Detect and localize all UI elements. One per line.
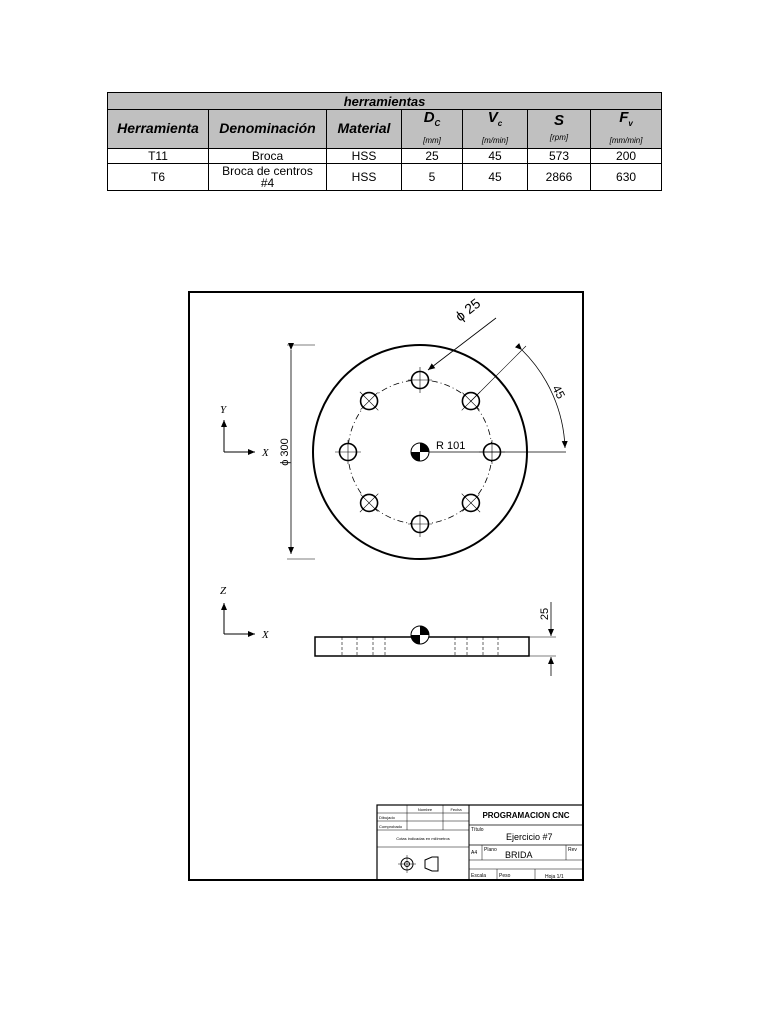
top-view bbox=[220, 295, 568, 559]
header-rpm: S [rpm] bbox=[528, 110, 591, 149]
angle-label: 45 bbox=[549, 382, 568, 402]
label-sheet: Plano bbox=[484, 847, 497, 853]
cell: 573 bbox=[528, 148, 591, 163]
note-units: Cotas indicadas en milímetros bbox=[396, 836, 450, 841]
course-title: PROGRAMACION CNC bbox=[482, 811, 570, 820]
radius-label: R 101 bbox=[436, 440, 466, 452]
bolt-hole bbox=[360, 392, 378, 410]
header-tool: Herramienta bbox=[108, 110, 209, 149]
axis-x-label: X bbox=[262, 629, 269, 641]
bolt-hole bbox=[360, 494, 378, 512]
label-drawn: Dibujado bbox=[379, 815, 395, 820]
label-weight: Peso bbox=[499, 873, 511, 879]
header-feed: $F_v$ [mm/min] bbox=[591, 110, 662, 149]
label-title: Título bbox=[471, 827, 484, 833]
cell: Broca de centros #4 bbox=[209, 163, 327, 190]
cell: HSS bbox=[327, 163, 402, 190]
axis-x-label: X bbox=[262, 447, 269, 459]
label-rev: Rev bbox=[568, 847, 577, 853]
label-page: Hoja 1/1 bbox=[545, 874, 564, 880]
projection-symbol-icon bbox=[398, 855, 438, 873]
cell: T11 bbox=[108, 148, 209, 163]
piece-name: BRIDA bbox=[505, 850, 533, 860]
label-checked: Comprobado bbox=[379, 824, 403, 829]
header-name: Denominación bbox=[209, 110, 327, 149]
hole-diameter-label: ϕ 25 bbox=[451, 294, 484, 325]
thickness-label: 25 bbox=[539, 607, 551, 621]
bolt-hole bbox=[408, 511, 432, 537]
cell: 5 bbox=[402, 163, 463, 190]
header-speed: $V_c$ [m/min] bbox=[463, 110, 528, 149]
bolt-hole bbox=[335, 440, 361, 464]
label-name: Nombre bbox=[417, 807, 433, 812]
cell: 630 bbox=[591, 163, 662, 190]
xz-axes-icon bbox=[224, 603, 255, 634]
outer-diameter-label: ϕ 300 bbox=[279, 438, 291, 466]
side-view bbox=[220, 585, 556, 676]
cell: HSS bbox=[327, 148, 402, 163]
header-diameter: $D_C$ [mm] bbox=[402, 110, 463, 149]
cell: Broca bbox=[209, 148, 327, 163]
cell: 45 bbox=[463, 163, 528, 190]
sheet-frame bbox=[189, 292, 583, 880]
header-material: Material bbox=[327, 110, 402, 149]
cell: T6 bbox=[108, 163, 209, 190]
bolt-hole bbox=[408, 367, 432, 393]
table-title: herramientas bbox=[108, 93, 662, 110]
axis-z-label: Z bbox=[220, 585, 227, 597]
cell: 2866 bbox=[528, 163, 591, 190]
sheet-size: A4 bbox=[471, 850, 478, 856]
bolt-hole bbox=[462, 494, 480, 512]
axis-y-label: Y bbox=[220, 404, 227, 416]
label-date: Fecha bbox=[450, 807, 462, 812]
cell: 45 bbox=[463, 148, 528, 163]
center-mark-icon bbox=[411, 443, 429, 461]
xy-axes-icon bbox=[224, 420, 255, 452]
cell: 25 bbox=[402, 148, 463, 163]
exercise-title: Ejercicio #7 bbox=[506, 832, 553, 842]
side-center-mark-icon bbox=[411, 626, 429, 644]
cell: 200 bbox=[591, 148, 662, 163]
label-scale: Escala bbox=[471, 873, 487, 879]
